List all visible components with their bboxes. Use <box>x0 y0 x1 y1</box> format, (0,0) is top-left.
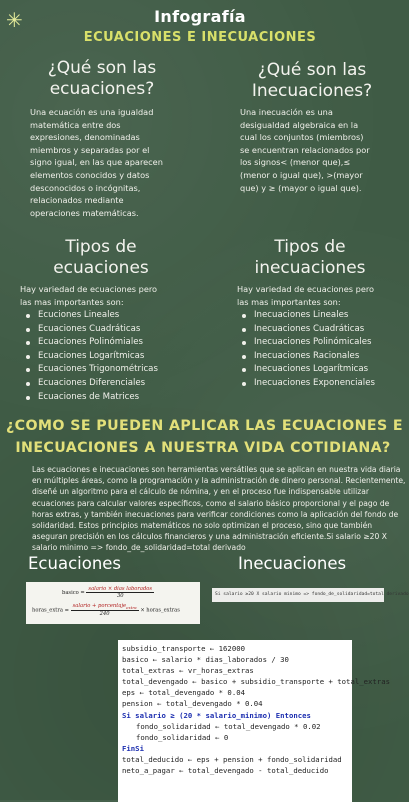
ecuaciones-example-label: Ecuaciones <box>28 554 122 573</box>
page-subtitle: ECUACIONES E INECUACIONES <box>83 30 317 45</box>
code-line: subsidio_transporte ← 162000 <box>122 644 246 653</box>
inequality-image: Si salario ≥20 X salario minimo => fondo_de_solidaridad=total derivado <box>212 588 384 602</box>
inecuaciones-definition-text: Una inecuación es una desigualdad algebraica en la cual los conjuntos (miembros) se encuentran relacionados por los signos< (menor que),≤ (menor o igual que), >(mayor que) y ≥ (mayor o igual que). <box>240 107 370 193</box>
tipos-inecuaciones-list <box>238 309 398 391</box>
code-line: eps ← total_devengado * 0.04 <box>122 688 246 698</box>
code-line: total_extras ← vr_horas_extras <box>122 666 254 676</box>
application-text: Las ecuaciones e inecuaciones son herramientas versátiles que se aplican en nuestra vida diaria en múltiples áreas, como la programación y la administración de dinero personal. Recientemente, diseñé un algoritmo para el cálculo de nómina, y en el proceso fue indispensable utilizar ecuaciones para calcular valores específicos, como el salario básico proporcional y el pago de horas extras, y también inecuaciones para verificar condiciones como la aplicación del fondo de solidaridad. Estos principios matemáticos no solo optimizan el proceso, sino que también aseguran precisión en los cálculos financieros y una administración eficiente.Si salario ≥20 X salario minimo => fondo_de_solidaridad=total derivado <box>32 465 406 553</box>
code-line: fondo_solidaridad ← total_devengado * 0.02 <box>136 721 321 731</box>
code-line: basico ← salario * dias_laborados / 30 <box>122 655 289 665</box>
list-item: Ecuaciones Polinómiales <box>22 336 202 350</box>
code-line: total_deducido ← eps + pension + fondo_solidaridad <box>122 754 342 764</box>
code-line: neto_a_pagar ← total_devengado - total_deducido <box>122 766 329 776</box>
pseudocode-block <box>118 640 390 802</box>
code-line: total_devengado ← basico + subsidio_transporte + total_extras <box>122 677 390 687</box>
tipos-inecuaciones-heading: Tipos de inecuaciones <box>254 237 366 278</box>
tipos-ecuaciones-list <box>22 309 202 404</box>
tipos-ecuaciones-heading: Tipos de ecuaciones <box>53 237 149 278</box>
ecuaciones-definition-heading: ¿Qué son las ecuaciones? <box>47 58 157 99</box>
inecuaciones-example-label: Inecuaciones <box>238 554 347 573</box>
list-item: Ecuaciones Cuadráticas <box>22 323 202 337</box>
formula-image <box>26 582 200 624</box>
code-line: FinSi <box>122 743 144 753</box>
sparkle-icon: ✳ <box>6 8 23 32</box>
list-item: Ecuaciones de Matrices <box>22 391 202 405</box>
inecuaciones-definition-heading: ¿Qué son las Inecuaciones? <box>251 60 373 101</box>
list-item: Ecuciones Lineales <box>22 309 202 323</box>
list-item: Inecuaciones Logarítmicas <box>238 363 398 377</box>
list-item: Inecuaciones Lineales <box>238 309 398 323</box>
page-title: Infografía <box>154 7 246 26</box>
application-question-heading: ¿COMO SE PUEDEN APLICAR LAS ECUACIONES E INECUACIONES A NUESTRA VIDA COTIDIANA? <box>6 418 404 456</box>
tipos-inecuaciones-intro: Hay variedad de ecuaciones pero las mas importantes son: <box>237 284 375 307</box>
list-item: Ecuaciones Diferenciales <box>22 377 202 391</box>
ecuaciones-definition-text: Una ecuación es una igualdad matemática entre dos expresiones, denominadas miembros y separadas por el signo igual, en las que aparecen elementos conocidos y datos desconocidos o incógnitas, relacionados mediante operaciones matemáticas. <box>30 107 163 218</box>
list-item: Inecuaciones Racionales <box>238 350 398 364</box>
list-item: Ecuaciones Logarítmicas <box>22 350 202 364</box>
list-item: Ecuaciones Trigonométricas <box>22 363 202 377</box>
formula-basico: basico = $\frac{\text{salario × dias laborados}}{30}$ <box>62 586 153 599</box>
tipos-ecuaciones-intro: Hay variedad de ecuaciones pero las mas importantes son: <box>20 284 158 307</box>
code-line: fondo_solidaridad ← 0 <box>136 732 229 742</box>
list-item: Inecuaciones Cuadráticas <box>238 323 398 337</box>
code-line: pension ← total_devengado * 0.04 <box>122 699 263 709</box>
code-line: Si salario ≥ (20 * salario_minimo) Entonces <box>122 710 311 720</box>
list-item: Inecuaciones Exponenciales <box>238 377 398 391</box>
formula-horas-extra: horas_extra = $\frac{salario + porcentaje_{extra}}{240}$ × horas_extras <box>32 603 180 618</box>
list-item: Inecuaciones Polinómicales <box>238 336 398 350</box>
